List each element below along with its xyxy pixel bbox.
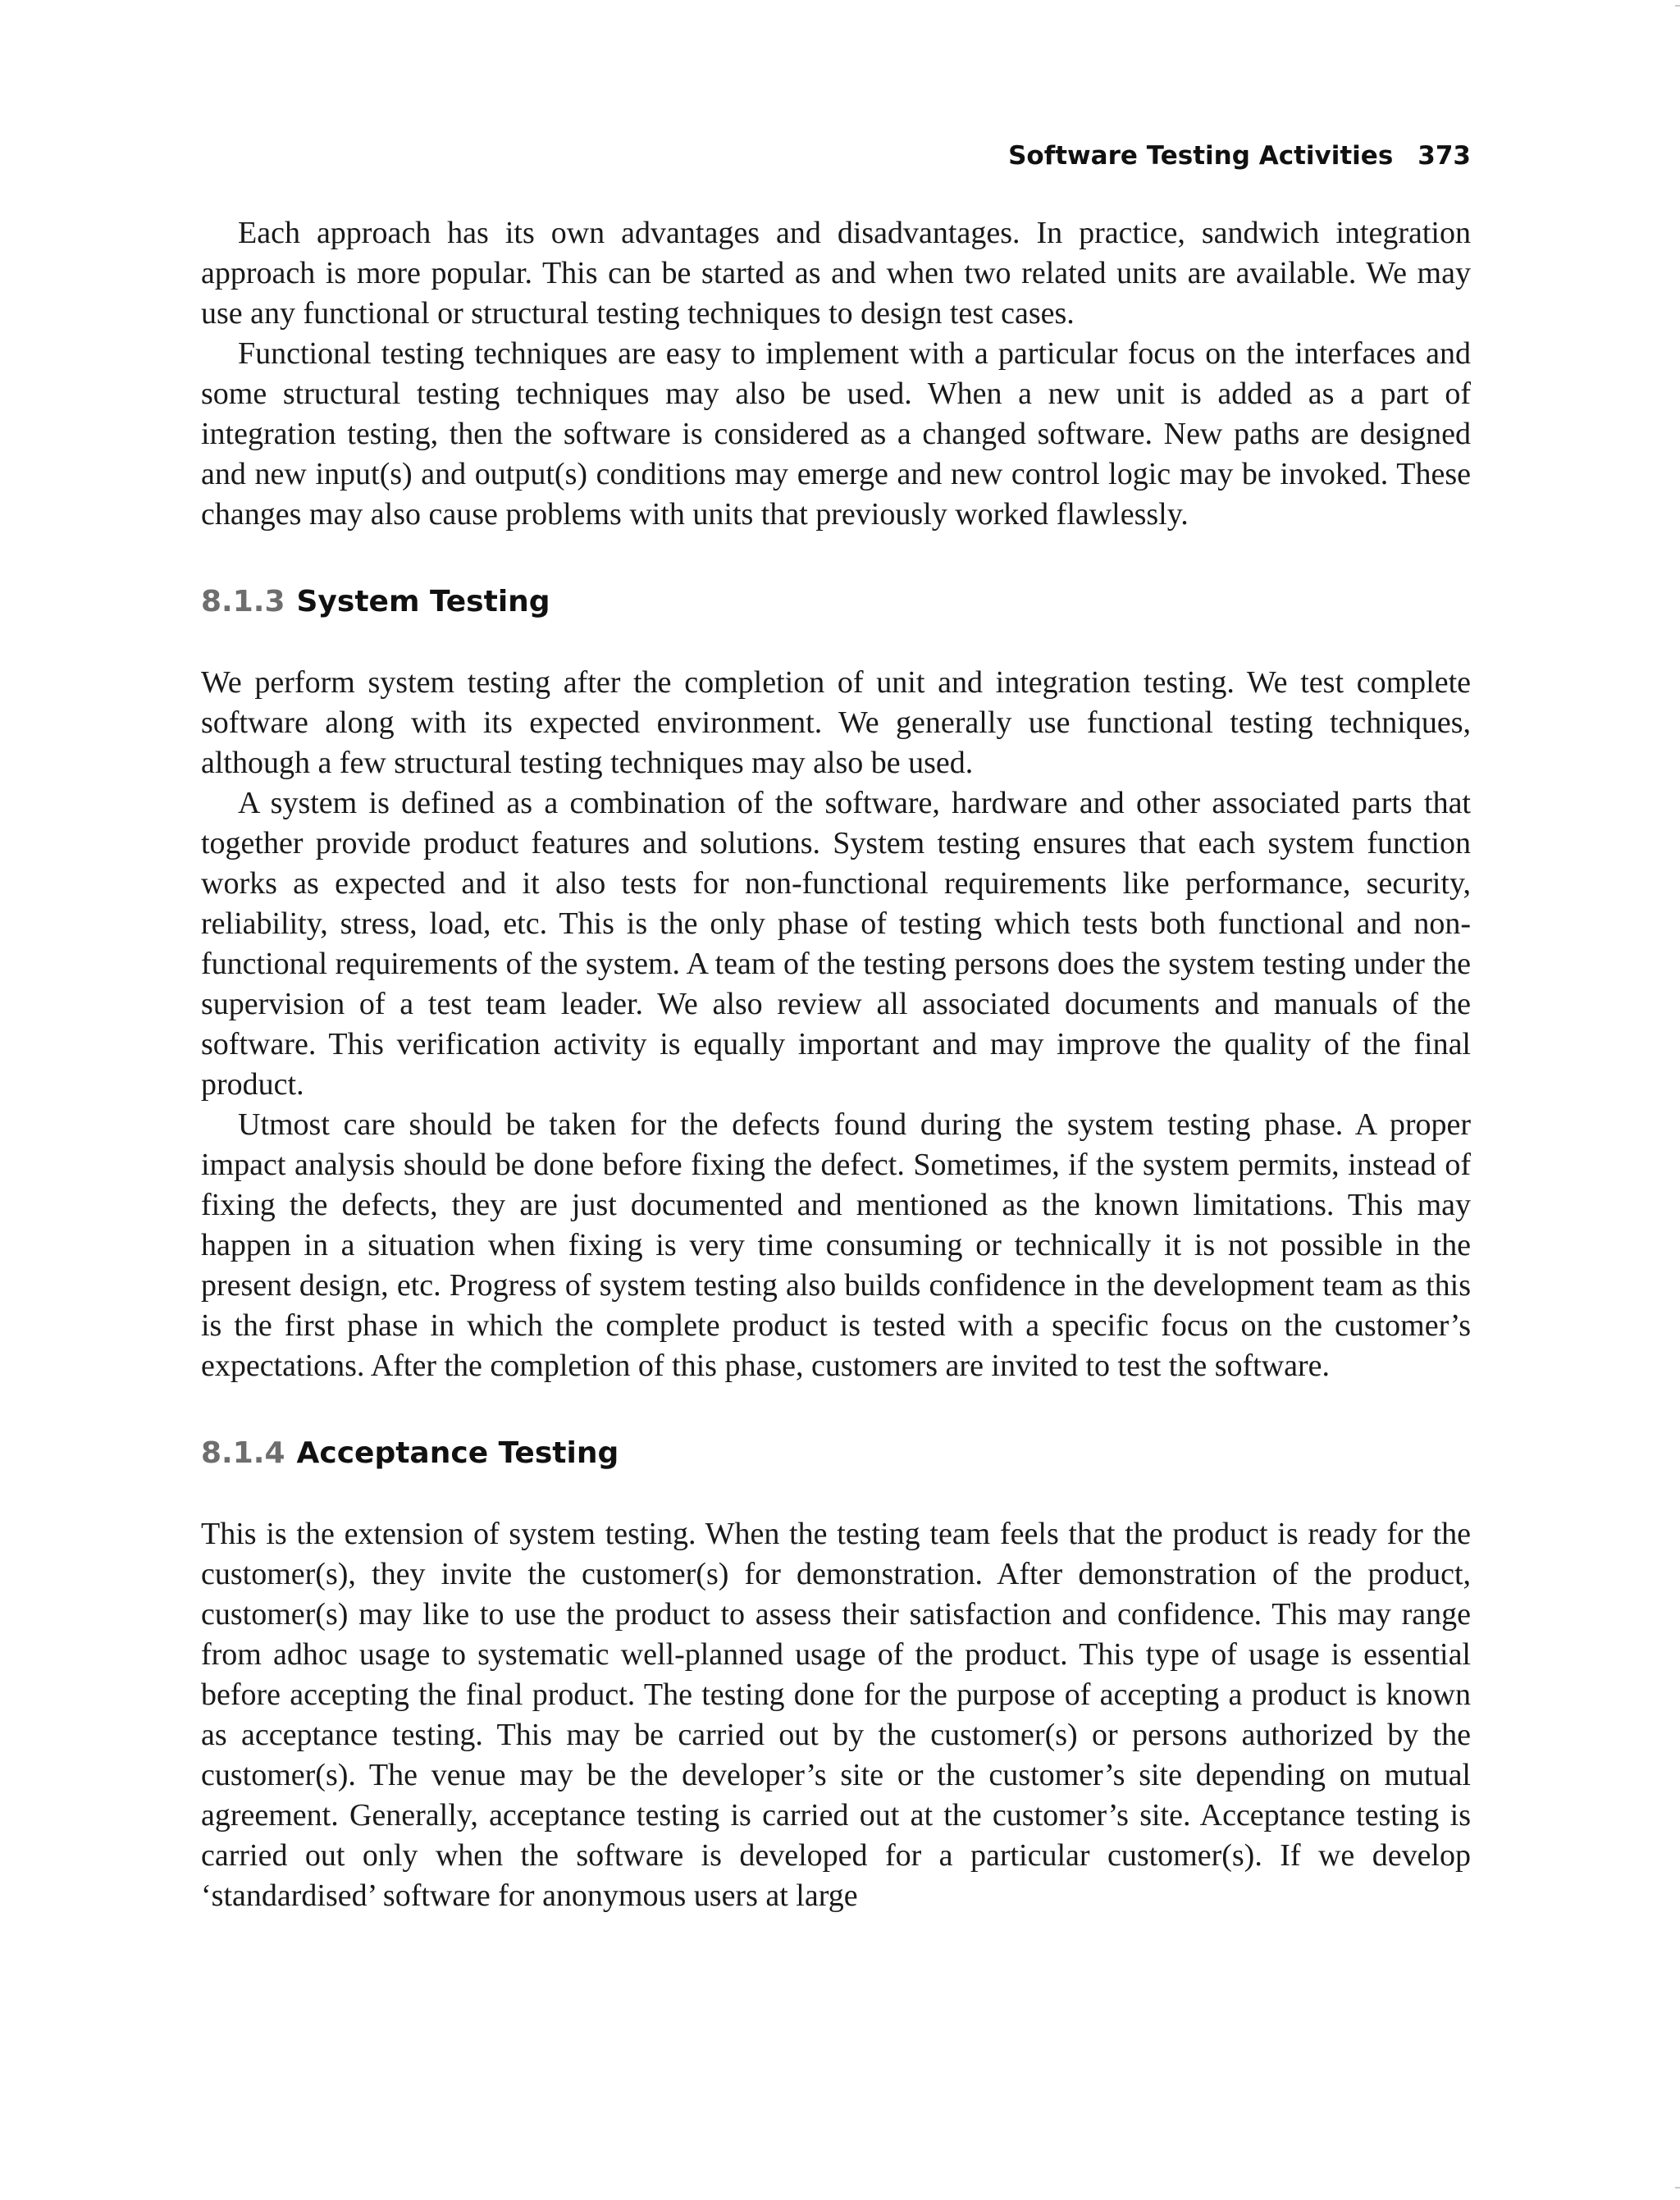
section-heading-system-testing <box>201 584 1471 620</box>
paragraph-defects-care: Utmost care should be taken for the defects found during the system testing phase. A proper impact analysis should be done before fixing the defect. Sometimes, if the system permits, instead of fixing the defects, they are just documented and mentioned as the known limitations. This may happen in a situation when fixing is very time consuming or technically it is not possible in the present design, etc. Progress of system testing also builds confidence in the development team as this is the first phase in which the complete product is tested with a specific focus on the customer’s expectations. After the completion of this phase, customers are invited to test the software. <box>201 1107 1471 1383</box>
running-title: Software Testing Activities <box>1008 141 1394 171</box>
section-number: 8.1.4 <box>201 1436 285 1470</box>
paragraph-integration-approach: Each approach has its own advantages and disadvantages. In practice, sandwich integration approach is more popular. This can be started as and when two related units are available. We may use any functional or structural testing techniques to design test cases. <box>201 216 1471 331</box>
page-body <box>201 213 1471 1916</box>
section-number: 8.1.3 <box>201 585 285 618</box>
crop-mark <box>1675 2187 1680 2189</box>
section-title: Acceptance Testing <box>296 1436 619 1470</box>
paragraph-functional-techniques: Functional testing techniques are easy to implement with a particular focus on the interfaces and some structural testing techniques may also be used. When a new unit is added as a part of integration testing, then the software is considered as a changed software. New paths are designed and new input(s) and output(s) conditions may emerge and new control logic may be invoked. These changes may also cause problems with units that previously worked flawlessly. <box>201 336 1471 532</box>
paragraph-system-definition: A system is defined as a combination of the software, hardware and other associated parts that together provide product features and solutions. System testing ensures that each system function works as expected and it also tests for non-functional requirements like performance, security, reliability, stress, load, etc. This is the only phase of testing which tests both functional and non-functional requirements of the system. A team of the testing persons does the system testing under the supervision of a test team leader. We also review all associated documents and manuals of the software. This verification activity is equally important and may improve the quality of the final product. <box>201 786 1471 1102</box>
crop-mark <box>1675 5 1680 7</box>
section-heading-acceptance-testing <box>201 1435 1471 1472</box>
running-header <box>201 139 1471 172</box>
paragraph-system-testing-intro: We perform system testing after the completion of unit and integration testing. We test complete software along with its expected environment. We generally use functional testing techniques, although a few structural testing techniques may also be used. <box>201 665 1471 780</box>
section-title: System Testing <box>296 585 550 618</box>
paragraph-acceptance-testing: This is the extension of system testing. When the testing team feels that the product is ready for the customer(s), they invite the customer(s) for demonstration. After demonstration of the product, customer(s) may like to use the product to assess their satisfaction and confidence. This may range from adhoc usage to systematic well-planned usage of the product. This type of usage is essential before accepting the final product. The testing done for the purpose of accepting a product is known as acceptance testing. This may be carried out by the customer(s) or persons authorized by the customer(s). The venue may be the developer’s site or the customer’s site depending on mutual agreement. Generally, acceptance testing is carried out at the customer’s site. Acceptance testing is carried out only when the software is developed for a particular customer(s). If we develop ‘standardised’ software for anonymous users at large <box>201 1517 1471 1913</box>
page-number: 373 <box>1418 141 1471 171</box>
